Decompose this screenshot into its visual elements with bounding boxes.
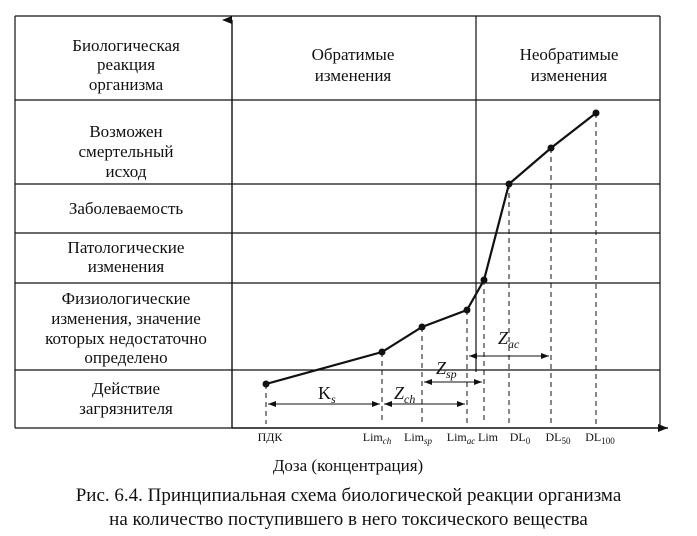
header-left-line3: организма xyxy=(88,75,164,94)
header-left-line1: Биологическая xyxy=(72,36,180,55)
row-physio-line4: определено xyxy=(84,348,168,367)
x-axis-label: Доза (концентрация) xyxy=(272,456,424,475)
row-morbidity: Заболеваемость xyxy=(68,199,184,218)
row-pollutant-line2: загрязнителя xyxy=(79,399,173,418)
point-lim xyxy=(481,277,488,284)
row-pollutant-line1: Действие xyxy=(91,379,161,398)
row-physio-line3: которых недостаточно xyxy=(45,329,207,348)
row-physio-line2: изменения, значение xyxy=(51,309,201,328)
tick-lim: Lim xyxy=(478,430,498,444)
tick-lim-ch: Lim$_{ch}$ xyxy=(362,430,392,446)
point-lim-sp xyxy=(419,324,426,331)
point-lim-ac xyxy=(464,307,471,314)
tick-dl0: $DL_0$ xyxy=(509,430,531,446)
figure-caption-line1: Рис. 6.4. Принципиальная схема биологической реакции организма xyxy=(75,485,622,506)
header-cells xyxy=(72,36,618,94)
response-curve xyxy=(266,113,596,384)
projection-lines xyxy=(266,113,596,424)
interval-labels xyxy=(318,328,520,406)
tick-dl100: $DL_{100}$ xyxy=(585,430,615,446)
row-death-line2: смертельный xyxy=(78,142,174,161)
header-irreversible-line1: Необратимые xyxy=(519,45,619,64)
row-physio-line1: Физиологические xyxy=(61,289,191,308)
point-dl100 xyxy=(593,110,600,117)
point-pdk xyxy=(263,381,270,388)
row-pathology-line2: изменения xyxy=(87,257,165,276)
point-lim-ch xyxy=(379,349,386,356)
tick-lim-sp: Lim$_{sp}$ xyxy=(403,430,433,446)
ks-label: $K_s$ xyxy=(318,383,336,406)
row-death-line1: Возможен xyxy=(89,122,163,141)
header-reversible-line2: изменения xyxy=(314,66,392,85)
header-reversible-line1: Обратимые xyxy=(311,45,395,64)
tick-pdk: ПДК xyxy=(257,430,283,444)
header-left-line2: реакция xyxy=(96,55,156,74)
point-dl50 xyxy=(548,145,555,152)
zsp-label: $Z_{sp}$ xyxy=(436,358,457,381)
tick-dl50: $DL_{50}$ xyxy=(545,430,571,446)
zch-label: $Z_{ch}$ xyxy=(394,383,416,406)
header-irreversible-line2: изменения xyxy=(530,66,608,85)
point-dl0 xyxy=(506,181,513,188)
row-labels xyxy=(45,122,207,418)
figure-caption-line2: на количество поступившего в него токсического вещества xyxy=(109,509,588,530)
tick-lim-ac: Lim$_{ac}$ xyxy=(446,430,476,446)
x-tick-labels xyxy=(258,430,616,446)
zac-label: $Z_{ac}$ xyxy=(498,328,520,351)
row-death-line3: исход xyxy=(105,162,147,181)
row-pathology-line1: Патологические xyxy=(67,238,185,257)
